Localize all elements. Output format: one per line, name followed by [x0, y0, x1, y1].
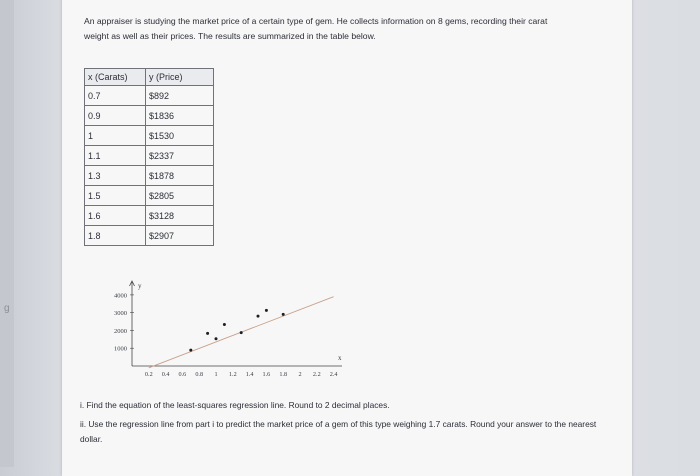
data-point	[215, 337, 218, 340]
data-point	[265, 309, 268, 312]
chart-axes	[130, 281, 343, 368]
table-row	[85, 146, 214, 166]
x-tick-label: 0.8	[195, 371, 204, 378]
y-tick-label: 3000	[114, 310, 127, 318]
cell-x: 1.5	[85, 186, 146, 206]
data-points	[189, 309, 284, 352]
data-point	[257, 315, 260, 318]
data-point	[223, 323, 226, 326]
left-panel-strip	[0, 0, 14, 467]
table-row	[85, 126, 214, 146]
cell-x: 1	[85, 126, 146, 146]
table-row	[85, 206, 214, 226]
cell-x: 1.6	[85, 206, 146, 226]
cell-x: 1.8	[85, 226, 146, 246]
cell-y: $2337	[146, 146, 214, 166]
cell-x: 1.3	[85, 166, 146, 186]
cell-x: 0.9	[85, 106, 146, 126]
y-axis-label: y	[138, 282, 142, 290]
x-tick-label: 0.4	[161, 371, 170, 378]
cell-y: $1836	[146, 106, 214, 126]
cell-x: 0.7	[85, 86, 146, 106]
x-tick-label: 0.6	[178, 371, 187, 378]
x-tick-label: 2.4	[329, 371, 338, 378]
y-tick-label: 2000	[114, 327, 127, 335]
data-table	[84, 68, 214, 246]
table-row	[85, 186, 214, 206]
question-2: ii. Use the regression line from part i to predict the market price of a gem of this type weighing 1.7 carats. Round your answer to the nearest dollar.	[80, 419, 597, 444]
data-point	[206, 332, 209, 335]
column-header-x: x (Carats)	[85, 69, 146, 86]
cell-y: $1878	[146, 166, 214, 186]
x-tick-label: 2	[298, 371, 302, 378]
table-row	[85, 166, 214, 186]
data-point	[282, 313, 285, 316]
column-header-y: y (Price)	[146, 69, 214, 86]
x-axis-label: x	[338, 354, 342, 362]
table-header-row	[85, 69, 214, 86]
scatter-chart	[92, 278, 352, 388]
x-tick-label: 1	[214, 371, 218, 378]
y-tick-label: 4000	[114, 292, 127, 300]
x-tick-label: 1.6	[262, 371, 271, 378]
y-tick-labels	[114, 292, 134, 352]
problem-intro: An appraiser is studying the market price of a certain type of gem. He collects information on 8 gems, recording their carat weight as well as their prices. The results are summarized in the table below.	[84, 16, 548, 41]
x-tick-label: 1.2	[228, 371, 237, 378]
y-tick-label: 1000	[114, 345, 127, 353]
cell-x: 1.1	[85, 146, 146, 166]
x-tick-label: 1.8	[279, 371, 288, 378]
data-point	[240, 331, 243, 334]
cell-y: $2907	[146, 226, 214, 246]
cell-y: $2805	[146, 186, 214, 206]
cell-y: $892	[146, 86, 214, 106]
x-tick-labels	[145, 371, 338, 378]
questions	[80, 398, 600, 451]
x-tick-label: 1.4	[245, 371, 254, 378]
table-row	[85, 86, 214, 106]
data-point	[189, 349, 192, 352]
table-row	[85, 106, 214, 126]
question-1: i. Find the equation of the least-squares regression line. Round to 2 decimal places.	[80, 400, 390, 410]
x-tick-label: 0.2	[144, 371, 153, 378]
cell-y: $1530	[146, 126, 214, 146]
x-tick-label: 2.2	[312, 371, 321, 378]
side-label: g	[4, 303, 10, 314]
cell-y: $3128	[146, 206, 214, 226]
table-row	[85, 226, 214, 246]
